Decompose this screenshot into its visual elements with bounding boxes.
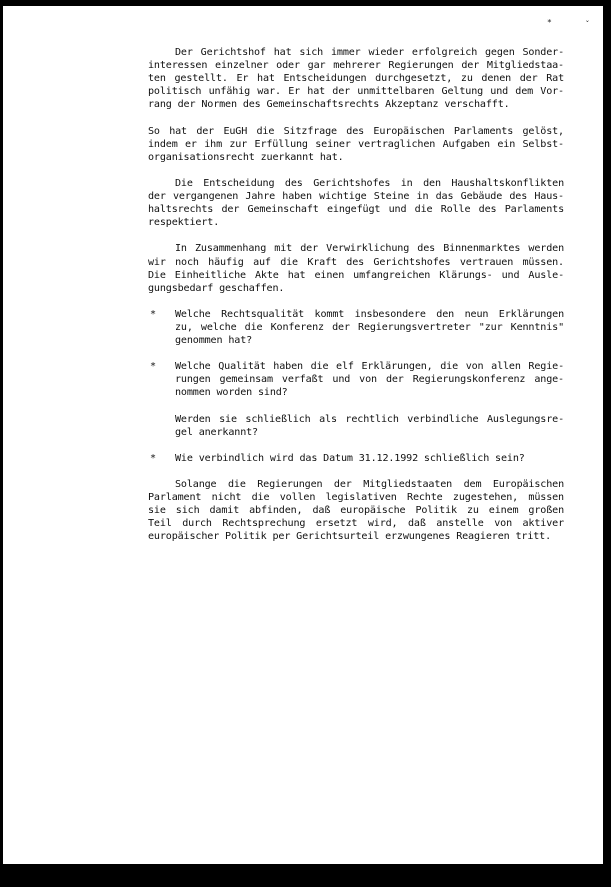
text-line: haltsrechts der Gemeinschaft eingefügt und die Rolle des Parlaments	[148, 204, 564, 216]
paragraph	[148, 177, 564, 229]
text-line: In Zusammenhang mit der Verwirklichung des Binnenmarktes werden	[175, 243, 564, 255]
text-line: rungen gemeinsam verfaßt und von der Regierungskonferenz ange-	[175, 374, 564, 386]
bullet-item	[148, 452, 564, 465]
text-line: gungsbedarf geschaffen.	[148, 282, 285, 294]
text-line: Solange die Regierungen der Mitgliedstaaten dem Europäischen	[175, 479, 564, 491]
text-line: Welche Rechtsqualität kommt insbesondere den neun Erklärungen	[175, 308, 564, 320]
paragraph	[148, 46, 564, 111]
text-line: Die Einheitliche Akte hat einen umfangreichen Klärungs- und Ausle-	[148, 269, 564, 281]
corner-mark: *	[547, 18, 552, 27]
corner-mark: ˇ	[585, 20, 590, 29]
text-line: genommen hat?	[175, 335, 253, 347]
text-line: Welche Qualität haben die elf Erklärungen, die von allen Regie-	[175, 361, 564, 373]
text-line: Parlament nicht die vollen legislativen Rechte zugestehen, müssen	[148, 492, 564, 504]
closing-paragraph	[148, 478, 564, 543]
text-line: Der Gerichtshof hat sich immer wieder erfolgreich gegen Sonder-	[175, 47, 564, 58]
text-line: indem er ihm zur Erfüllung seiner vertraglichen Aufgaben ein Selbst-	[148, 138, 564, 150]
text-line: ten gestellt. Er hat Entscheidungen durchgesetzt, zu denen der Rat	[148, 73, 564, 85]
text-line: der vergangenen Jahre haben wichtige Steine in das Gebäude des Haus-	[148, 191, 564, 203]
text-line: Teil durch Rechtsprechung ersetzt wird, daß anstelle von aktiver	[148, 518, 564, 530]
paragraph	[148, 125, 564, 164]
text-line: politisch unfähig war. Er hat der unmittelbaren Geltung und dem Vor-	[148, 86, 564, 98]
text-line: organisationsrecht zuerkannt hat.	[148, 151, 344, 163]
bullet-item	[148, 360, 564, 399]
text-line: wir noch häufig auf die Kraft des Gerichtshofes vertrauen müssen.	[148, 256, 564, 268]
bullet-star-icon: *	[150, 361, 156, 373]
text-line: respektiert.	[148, 217, 220, 229]
bullet-item	[148, 308, 564, 347]
paragraph	[148, 242, 564, 294]
text-line: Werden sie schließlich als rechtlich verbindliche Auslegungsre-	[175, 413, 564, 425]
text-line: rang der Normen des Gemeinschaftsrechts Akzeptanz verschafft.	[148, 99, 510, 111]
document-page	[3, 6, 603, 864]
text-line: gel anerkannt?	[175, 426, 258, 438]
text-line: Die Entscheidung des Gerichtshofes in den Haushaltskonflikten	[175, 177, 564, 189]
text-line: interessen einzelner oder gar mehrerer Regierungen der Mitgliedstaa-	[148, 60, 564, 72]
text-line: So hat der EuGH die Sitzfrage des Europäischen Parlaments gelöst,	[148, 125, 564, 137]
bullet-star-icon: *	[150, 308, 156, 320]
text-line: zu, welche die Konferenz der Regierungsvertreter "zur Kenntnis"	[175, 321, 564, 333]
document-body	[148, 46, 564, 557]
text-line: nommen worden sind?	[175, 387, 288, 399]
text-line: europäischer Politik per Gerichtsurteil erzwungenes Reagieren tritt.	[148, 531, 552, 543]
text-line: Wie verbindlich wird das Datum 31.12.1992 schließlich sein?	[175, 452, 525, 464]
sub-paragraph	[148, 413, 564, 439]
text-line: sie sich damit abfinden, daß europäische Politik zu einem großen	[148, 505, 564, 517]
bullet-star-icon: *	[150, 452, 156, 464]
